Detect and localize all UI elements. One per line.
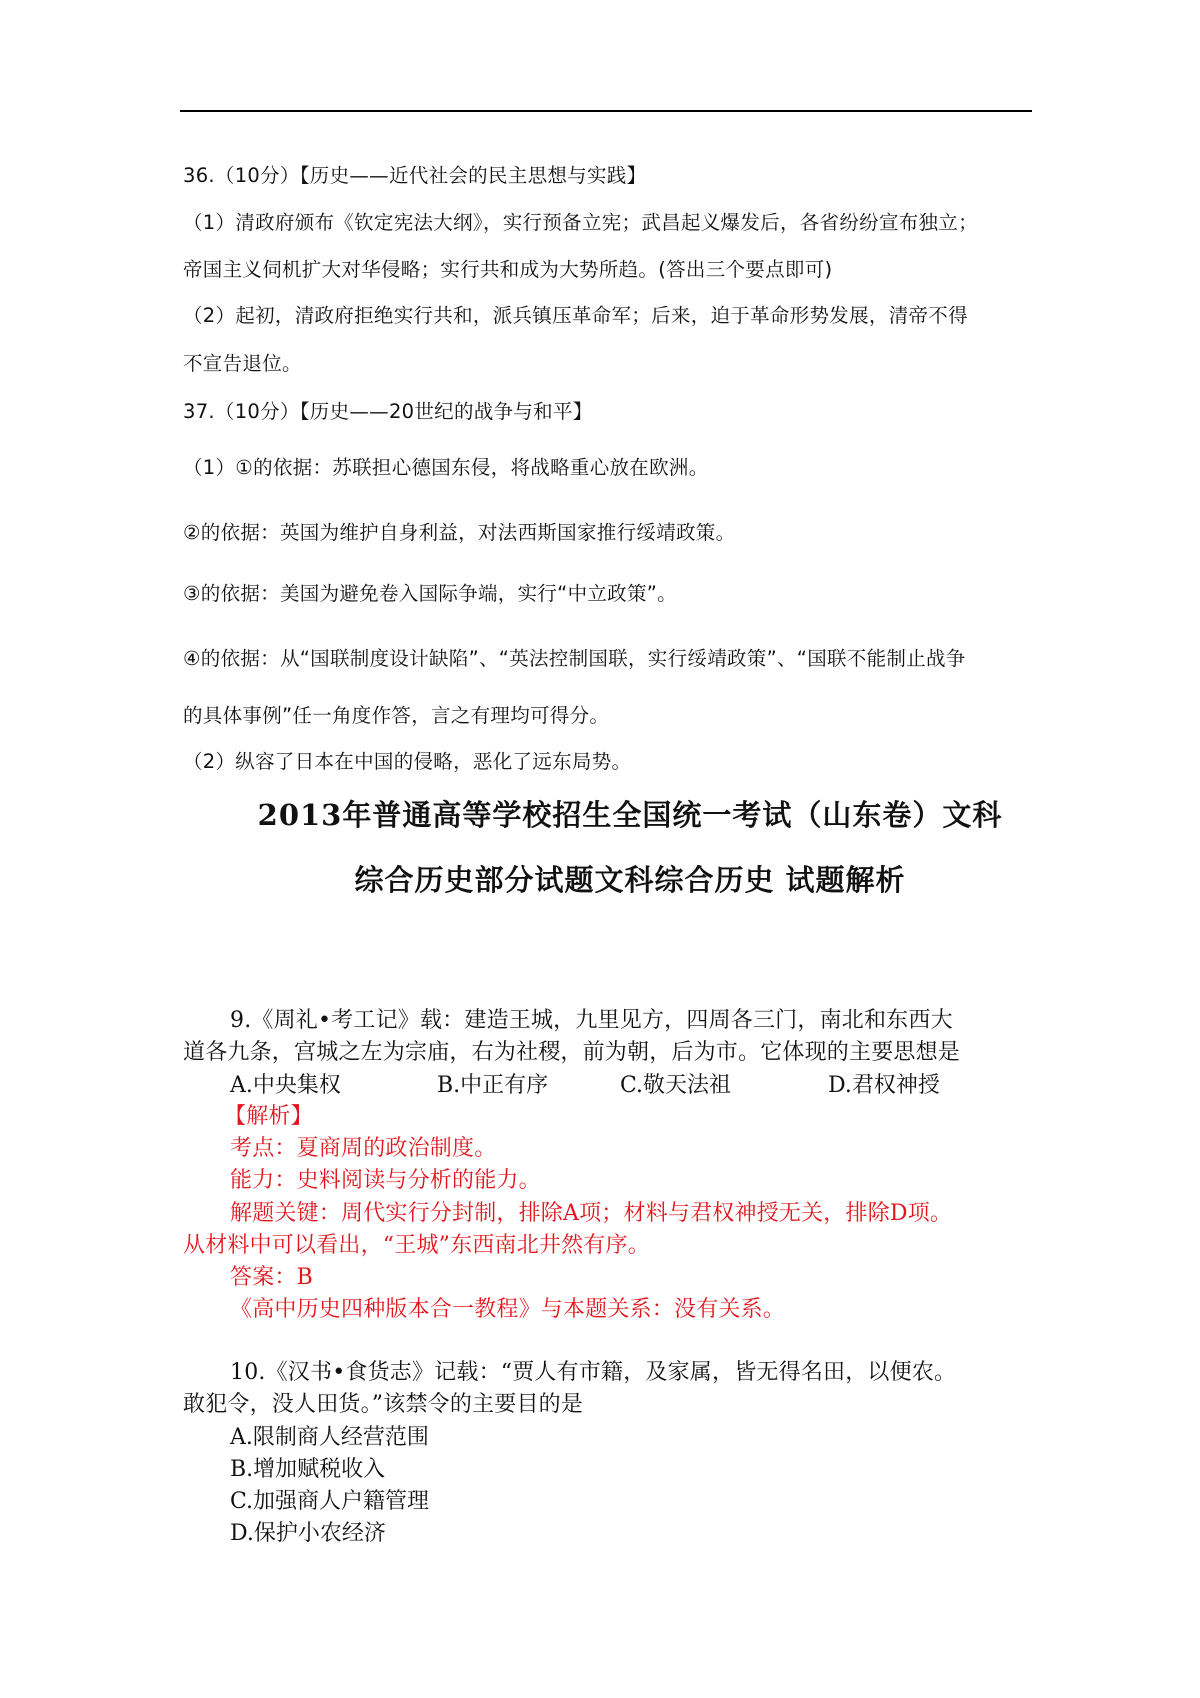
q10-option-c: C.加强商人户籍管理	[230, 1489, 430, 1514]
q37-line: ④的依据：从“国联制度设计缺陷”、“英法控制国联，实行绥靖政策”、“国联不能制止战争	[183, 647, 966, 670]
q37-line: ③的依据：美国为避免卷入国际争端，实行“中立政策”。	[183, 582, 677, 605]
page-title-line1: 2013年普通高等学校招生全国统一考试（山东卷）文科	[257, 798, 1003, 832]
q36-heading: 36.（10分）【历史——近代社会的民主思想与实践】	[183, 164, 647, 187]
analysis-answer: 答案：B	[230, 1265, 313, 1290]
q9-stem: 9.《周礼•考工记》载：建造王城，九里见方，四周各三门，南北和东西大	[230, 1008, 953, 1033]
q36-line: 不宣告退位。	[183, 352, 302, 375]
q9-option-a: A.中央集权	[230, 1073, 341, 1098]
analysis-key: 解题关键：周代实行分封制，排除A项；材料与君权神授无关，排除D项。	[230, 1201, 953, 1226]
analysis-label: 【解析】	[224, 1104, 313, 1129]
q10-stem: 10.《汉书•食货志》记载：“贾人有市籍，及家属，皆无得名田，以便农。	[230, 1360, 957, 1385]
q10-stem: 敢犯令，没人田货。”该禁令的主要目的是	[183, 1392, 584, 1417]
analysis-ability: 能力：史料阅读与分析的能力。	[230, 1168, 541, 1193]
q10-option-d: D.保护小农经济	[230, 1521, 386, 1546]
q9-stem: 道各九条，宫城之左为宗庙，右为社稷，前为朝，后为市。它体现的主要思想是	[183, 1040, 961, 1065]
q10-option-b: B.增加赋税收入	[230, 1457, 386, 1482]
header-rule	[180, 110, 1032, 112]
q9-option-b: B.中正有序	[437, 1073, 549, 1098]
analysis-point: 考点：夏商周的政治制度。	[230, 1136, 497, 1161]
q37-line: （2）纵容了日本在中国的侵略，恶化了远东局势。	[183, 750, 632, 773]
q36-line: （1）清政府颁布《钦定宪法大纲》，实行预备立宪；武昌起义爆发后，各省纷纷宣布独立；	[183, 211, 978, 234]
q10-option-a: A.限制商人经营范围	[230, 1425, 429, 1450]
q37-line: （1）①的依据：苏联担心德国东侵，将战略重心放在欧洲。	[183, 456, 709, 479]
analysis-relation: 《高中历史四种版本合一教程》与本题关系：没有关系。	[230, 1297, 786, 1322]
q37-heading: 37.（10分）【历史——20世纪的战争与和平】	[183, 400, 593, 423]
q9-option-c: C.敬天法祖	[620, 1073, 732, 1098]
q37-line: ②的依据：英国为维护自身利益，对法西斯国家推行绥靖政策。	[183, 521, 736, 544]
page-title-line2: 综合历史部分试题文科综合历史 试题解析	[354, 863, 906, 897]
q37-line: 的具体事例”任一角度作答，言之有理均可得分。	[183, 704, 610, 727]
analysis-key-cont: 从材料中可以看出，“王城”东西南北井然有序。	[183, 1233, 650, 1258]
q9-option-d: D.君权神授	[828, 1073, 940, 1098]
q36-line: （2）起初，清政府拒绝实行共和，派兵镇压革命军；后来，迫于革命形势发展，清帝不得	[183, 304, 968, 327]
q36-line: 帝国主义伺机扩大对华侵略；实行共和成为大势所趋。(答出三个要点即可)	[183, 258, 833, 281]
